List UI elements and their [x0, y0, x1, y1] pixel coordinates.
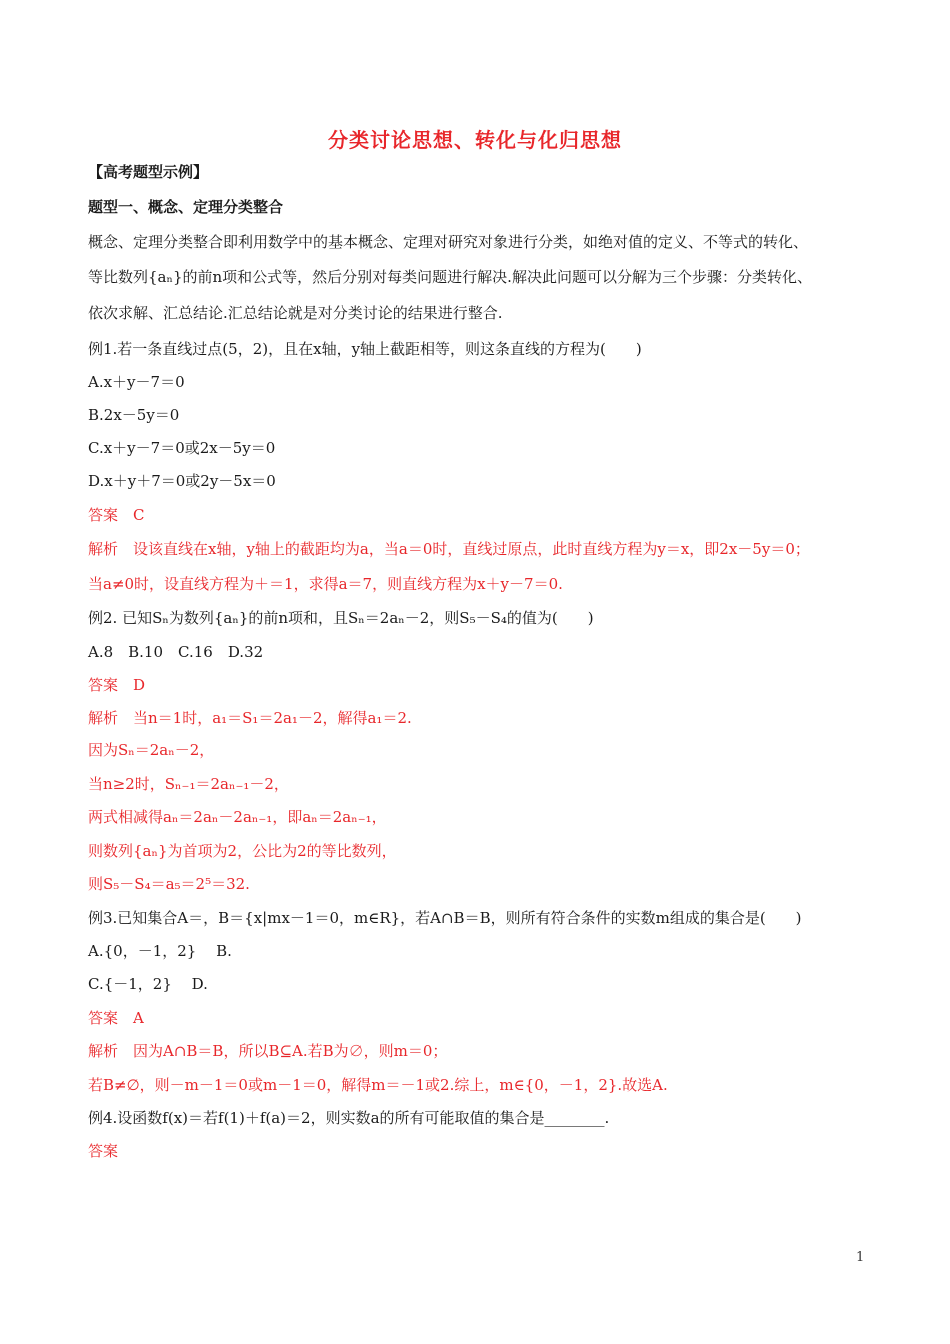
ex2-analysis: 则S₅－S₄＝a₅＝2⁵＝32. — [88, 875, 250, 893]
ex2-analysis: 解析 当n＝1时，a₁＝S₁＝2a₁－2，解得a₁＝2. — [88, 709, 412, 727]
ex2-question: 例2. 已知Sₙ为数列{aₙ}的前n项和，且Sₙ＝2aₙ－2，则S₅－S₄的值为( ) — [88, 609, 594, 627]
ex1-answer: 答案 C — [88, 506, 145, 524]
ex2-answer: 答案 D — [88, 676, 146, 694]
type1-header: 题型一、概念、定理分类整合 — [88, 198, 284, 216]
document-title: 分类讨论思想、转化与化归思想 — [328, 128, 622, 152]
ex1-analysis: 解析 设该直线在x轴，y轴上的截距均为a，当a＝0时，直线过原点，此时直线方程为y＝x，即2x－5y＝0； — [88, 540, 810, 558]
page-number: 1 — [856, 1250, 865, 1265]
ex1-analysis: 当a≠0时，设直线方程为＋＝1，求得a＝7，则直线方程为x＋y－7＝0. — [88, 575, 563, 593]
ex2-analysis: 两式相减得aₙ＝2aₙ－2aₙ₋₁，即aₙ＝2aₙ₋₁， — [88, 808, 387, 826]
ex3-analysis: 解析 因为A∩B＝B，所以B⊆A.若B为∅，则m＝0； — [88, 1042, 448, 1060]
section-header: 【高考题型示例】 — [88, 163, 209, 181]
ex1-option: A.x＋y－7＝0 — [88, 373, 185, 391]
intro-line: 依次求解、汇总结论.汇总结论就是对分类讨论的结果进行整合. — [88, 304, 503, 322]
intro-line: 等比数列{aₙ}的前n项和公式等，然后分别对每类问题进行解决.解决此问题可以分解为三个步骤：分类转化、 — [88, 268, 812, 286]
intro-line: 概念、定理分类整合即利用数学中的基本概念、定理对研究对象进行分类，如绝对值的定义、不等式的转化、 — [88, 233, 809, 251]
ex3-analysis: 若B≠∅，则－m－1＝0或m－1＝0，解得m＝－1或2.综上，m∈{0，－1，2}.故选A. — [88, 1076, 668, 1094]
ex3-option-c: C.{－1，2} D. — [88, 975, 208, 993]
ex1-option: C.x＋y－7＝0或2x－5y＝0 — [88, 439, 276, 457]
ex2-analysis: 当n≥2时，Sₙ₋₁＝2aₙ₋₁－2， — [88, 775, 289, 793]
ex1-option: B.2x－5y＝0 — [88, 406, 180, 424]
ex2-analysis: 因为Sₙ＝2aₙ－2， — [88, 741, 215, 759]
ex2-analysis: 则数列{aₙ}为首项为2，公比为2的等比数列， — [88, 842, 397, 860]
ex2-options: A.8 B.10 C.16 D.32 — [88, 643, 264, 661]
ex4-question: 例4.设函数f(x)＝若f(1)＋f(a)＝2，则实数a的所有可能取值的集合是________. — [88, 1109, 610, 1127]
ex3-option-a: A.{0，－1，2} B. — [88, 942, 232, 960]
ex1-option: D.x＋y＋7＝0或2y－5x＝0 — [88, 472, 276, 490]
ex4-answer: 答案 — [88, 1142, 119, 1160]
ex3-answer: 答案 A — [88, 1009, 144, 1027]
ex3-question: 例3.已知集合A＝，B＝{x|mx－1＝0，m∈R}，若A∩B＝B，则所有符合条件的实数m组成的集合是( ) — [88, 909, 802, 927]
ex1-question: 例1.若一条直线过点(5，2)，且在x轴，y轴上截距相等，则这条直线的方程为( ) — [88, 340, 642, 358]
